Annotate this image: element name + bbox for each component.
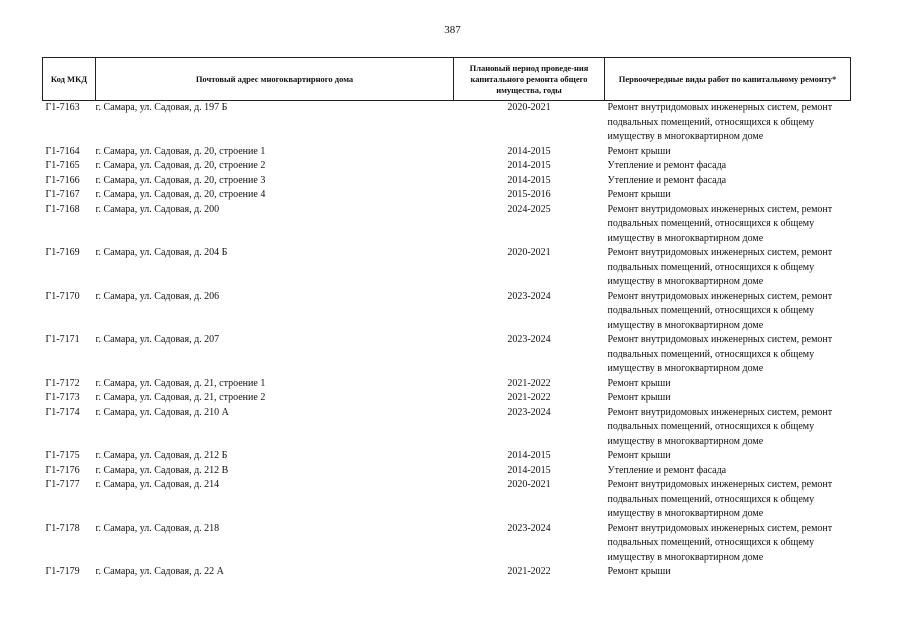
works-cell: Ремонт внутридомовых инженерных систем, ремонт подвальных помещений, относящихся к общему имуществу в многоквартирном доме [607, 334, 833, 374]
period-cell: 2020-2021 [507, 247, 551, 258]
code-cell: Г1-7167 [45, 189, 80, 200]
address-cell: г. Самара, ул. Садовая, д. 212 В [95, 464, 229, 476]
capital-repair-table [42, 57, 851, 580]
table-header [43, 58, 851, 101]
header-row [43, 58, 851, 101]
code-cell: Г1-7166 [45, 174, 80, 186]
code-cell: Г1-7174 [45, 406, 80, 418]
code-cell: Г1-7171 [45, 334, 80, 345]
address-cell: г. Самара, ул. Садовая, д. 20, строение 3 [95, 174, 266, 186]
period-cell: 2024-2025 [507, 203, 551, 215]
address-cell: г. Самара, ул. Садовая, д. 20, строение 2 [95, 160, 266, 171]
works-cell: Ремонт крыши [607, 145, 671, 157]
table-row [43, 565, 851, 580]
table-body [43, 101, 851, 580]
period-cell: 2014-2015 [507, 160, 551, 171]
address-cell: г. Самара, ул. Садовая, д. 20, строение 1 [95, 145, 266, 157]
address-cell: г. Самара, ул. Садовая, д. 21, строение 2 [95, 392, 266, 403]
address-cell: г. Самара, ул. Садовая, д. 200 [95, 203, 220, 215]
header-works: Первоочередные виды работ по капитальному ремонту* [605, 58, 851, 101]
table-row [43, 188, 851, 203]
code-cell: Г1-7178 [45, 522, 80, 534]
period-cell: 2023-2024 [507, 334, 551, 345]
code-cell: Г1-7172 [45, 377, 80, 389]
address-cell: г. Самара, ул. Садовая, д. 197 Б [95, 102, 228, 113]
works-cell: Ремонт крыши [607, 566, 671, 577]
table-row [43, 145, 851, 160]
period-cell: 2021-2022 [507, 566, 551, 577]
period-cell: 2023-2024 [507, 406, 551, 418]
works-cell: Ремонт крыши [607, 189, 671, 200]
period-cell: 2014-2015 [507, 145, 551, 157]
code-cell: Г1-7177 [45, 479, 80, 490]
page-number: 387 [444, 24, 461, 36]
table-row [43, 406, 851, 450]
code-cell: Г1-7165 [45, 160, 80, 171]
works-cell: Ремонт внутридомовых инженерных систем, ремонт подвальных помещений, относящихся к общему имуществу в многоквартирном доме [607, 522, 833, 563]
code-cell: Г1-7173 [45, 392, 80, 403]
table-row [43, 391, 851, 406]
table-row [43, 203, 851, 247]
code-cell: Г1-7170 [45, 290, 80, 302]
table-row [43, 159, 851, 174]
address-cell: г. Самара, ул. Садовая, д. 218 [95, 522, 220, 534]
works-cell: Утепление и ремонт фасада [607, 464, 727, 476]
works-cell: Ремонт внутридомовых инженерных систем, ремонт подвальных помещений, относящихся к общему имуществу в многоквартирном доме [607, 290, 833, 331]
works-cell: Ремонт крыши [607, 377, 671, 389]
works-cell: Ремонт внутридомовых инженерных систем, ремонт подвальных помещений, относящихся к общему имуществу в многоквартирном доме [607, 479, 833, 519]
address-cell: г. Самара, ул. Садовая, д. 206 [95, 290, 220, 302]
table-row [43, 333, 851, 377]
code-cell: Г1-7179 [45, 566, 80, 577]
works-cell: Утепление и ремонт фасада [607, 160, 727, 171]
table-row [43, 464, 851, 479]
table-row [43, 377, 851, 392]
works-cell: Ремонт внутридомовых инженерных систем, ремонт подвальных помещений, относящихся к общему имуществу в многоквартирном доме [607, 247, 833, 287]
address-cell: г. Самара, ул. Садовая, д. 207 [95, 334, 220, 345]
period-cell: 2014-2015 [507, 174, 551, 186]
table-row [43, 101, 851, 145]
period-cell: 2021-2022 [507, 377, 551, 389]
address-cell: г. Самара, ул. Садовая, д. 22 А [95, 566, 224, 577]
code-cell: Г1-7175 [45, 450, 80, 461]
header-address: Почтовый адрес многоквартирного дома [96, 58, 454, 101]
period-cell: 2023-2024 [507, 290, 551, 302]
code-cell: Г1-7168 [45, 203, 80, 215]
period-cell: 2014-2015 [507, 450, 551, 461]
address-cell: г. Самара, ул. Садовая, д. 20, строение 4 [95, 189, 266, 200]
code-cell: Г1-7164 [45, 145, 80, 157]
address-cell: г. Самара, ул. Садовая, д. 214 [95, 479, 220, 490]
address-cell: г. Самара, ул. Садовая, д. 21, строение 1 [95, 377, 266, 389]
table-row [43, 522, 851, 566]
works-cell: Ремонт внутридомовых инженерных систем, ремонт подвальных помещений, относящихся к общему имуществу в многоквартирном доме [607, 203, 833, 244]
address-cell: г. Самара, ул. Садовая, д. 210 А [95, 406, 229, 418]
period-cell: 2023-2024 [507, 522, 551, 534]
table-row [43, 246, 851, 290]
works-cell: Ремонт внутридомовых инженерных систем, ремонт подвальных помещений, относящихся к общему имуществу в многоквартирном доме [607, 102, 833, 142]
works-cell: Ремонт крыши [607, 392, 671, 403]
table-row [43, 174, 851, 189]
header-period: Плановый период проведе-ния капитального ремонта общего имущества, годы [454, 58, 605, 101]
table-row [43, 478, 851, 522]
period-cell: 2020-2021 [507, 102, 551, 113]
works-cell: Ремонт внутридомовых инженерных систем, ремонт подвальных помещений, относящихся к общему имуществу в многоквартирном доме [607, 406, 833, 447]
period-cell: 2015-2016 [507, 189, 551, 200]
code-cell: Г1-7169 [45, 247, 80, 258]
address-cell: г. Самара, ул. Садовая, д. 204 Б [95, 247, 228, 258]
table-row [43, 290, 851, 334]
code-cell: Г1-7163 [45, 102, 80, 113]
works-cell: Утепление и ремонт фасада [607, 174, 727, 186]
address-cell: г. Самара, ул. Садовая, д. 212 Б [95, 450, 228, 461]
period-cell: 2021-2022 [507, 392, 551, 403]
period-cell: 2014-2015 [507, 464, 551, 476]
period-cell: 2020-2021 [507, 479, 551, 490]
table-row [43, 449, 851, 464]
works-cell: Ремонт крыши [607, 450, 671, 461]
code-cell: Г1-7176 [45, 464, 80, 476]
header-code: Код МКД [43, 58, 96, 101]
